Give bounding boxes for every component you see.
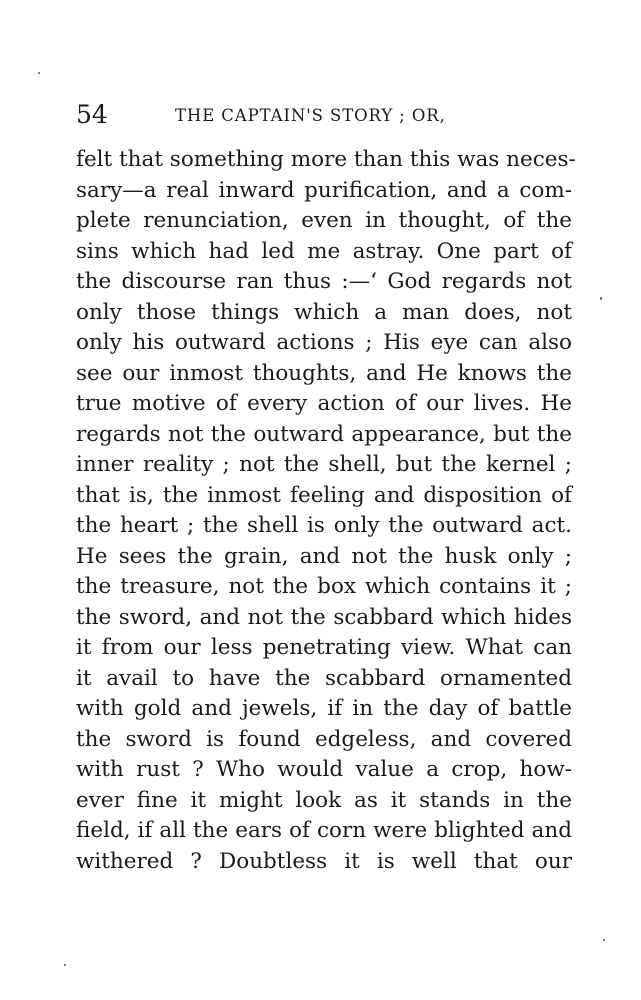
text-line: it from our less penetrating view. What can [76, 635, 572, 660]
text-line: the heart ; the shell is only the outward act. [76, 513, 572, 538]
text-line: sins which had led me astray. One part of [76, 238, 572, 264]
running-head [76, 101, 576, 129]
text-line: ever fine it might look as it stands in the [76, 787, 572, 813]
text-line: He sees the grain, and not the husk only ; [76, 543, 572, 569]
body-text [76, 145, 576, 877]
text-line: regards not the outward appearance, but the [76, 421, 572, 447]
text-line: inner reality ; not the shell, but the kernel ; [76, 452, 572, 477]
paper-speck [38, 72, 40, 74]
text-line: plete renunciation, even in thought, of the [76, 208, 572, 233]
text-line: the treasure, not the box which contains it ; [76, 574, 572, 599]
text-line: true motive of every action of our lives. He [76, 391, 572, 416]
text-line: field, if all the ears of corn were blighted and [76, 818, 572, 843]
text-line: the sword, and not the scabbard which hides [76, 604, 572, 630]
text-line: that is, the inmost feeling and disposition of [76, 482, 572, 508]
text-line: the discourse ran thus :—‘ God regards not [76, 269, 572, 294]
text-line: with rust ? Who would value a crop, how- [76, 757, 572, 782]
running-title: THE CAPTAIN'S STORY ; OR, [175, 106, 446, 125]
paper-speck [600, 297, 602, 300]
text-line: see our inmost thoughts, and He knows the [76, 360, 572, 386]
text-line: it avail to have the scabbard ornamented [76, 665, 572, 691]
text-line: sary—a real inward purification, and a com- [76, 177, 572, 203]
page-number: 54 [76, 100, 108, 129]
text-line: only those things which a man does, not [76, 299, 572, 325]
text-line: felt that something more than this was neces- [76, 147, 576, 172]
text-line: the sword is found edgeless, and covered [76, 726, 572, 752]
paper-speck [603, 939, 605, 941]
text-line: withered ? Doubtless it is well that our [76, 848, 572, 874]
paper-speck [64, 964, 66, 966]
text-line: only his outward actions ; His eye can also [76, 330, 572, 355]
text-line: with gold and jewels, if in the day of battle [76, 696, 572, 721]
